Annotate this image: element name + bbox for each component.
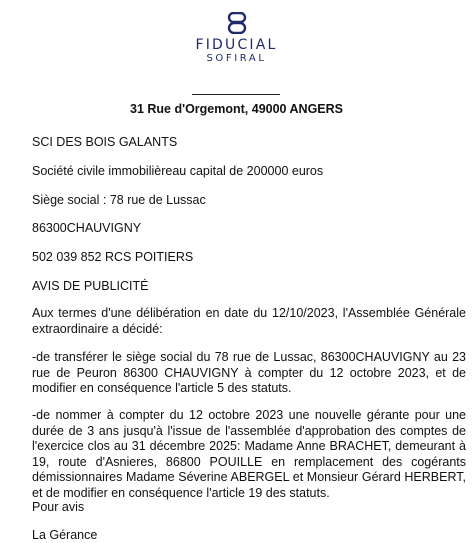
logo-brand: FIDUCIAL (195, 37, 278, 53)
fiducial-logo-icon (227, 12, 247, 34)
paragraph-appointment: -de nommer à compter du 12 octobre 2023 une nouvelle gérante pour une durée de 3 ans jusqu'à l'issue de l'assemblée d'approbation des comptes de l'exercice clos au 31 décembre 2025: Madame Anne BRACHET, demeurant à 19, route d'Asnieres, 86800 POUILLE en remplacement des cogérants démissionnaires Madame Séverine ABERGEL et Monsieur Gérard HERBERT, et de modifier en conséquence l'article 19 des statuts. (32, 408, 466, 500)
company-name: SCI DES BOIS GALANTS (32, 135, 178, 149)
divider (192, 94, 280, 95)
header-address: 31 Rue d'Orgemont, 49000 ANGERS (130, 102, 343, 116)
fiducial-logo (0, 12, 473, 65)
notice-title: AVIS DE PUBLICITÉ (32, 279, 149, 293)
company-rcs: 502 039 852 RCS POITIERS (32, 250, 194, 264)
closing: Pour avis (32, 500, 85, 514)
logo-sub: SOFIRAL (206, 53, 267, 64)
company-capital: Société civile immobilièreau capital de 200000 euros (32, 164, 324, 178)
paragraph-deliberation: Aux termes d'une délibération en date du 12/10/2023, l'Assemblée Générale extraordinaire a décidé: (32, 306, 466, 336)
company-seat: Siège social : 78 rue de Lussac (32, 193, 206, 207)
company-city: 86300CHAUVIGNY (32, 221, 142, 235)
signature: La Gérance (32, 528, 98, 542)
paragraph-transfer: -de transférer le siège social du 78 rue de Lussac, 86300CHAUVIGNY au 23 rue de Peuron 86300 CHAUVIGNY à compter du 12 octobre 2023, et de modifier en conséquence l'article 5 des statuts. (32, 350, 466, 395)
